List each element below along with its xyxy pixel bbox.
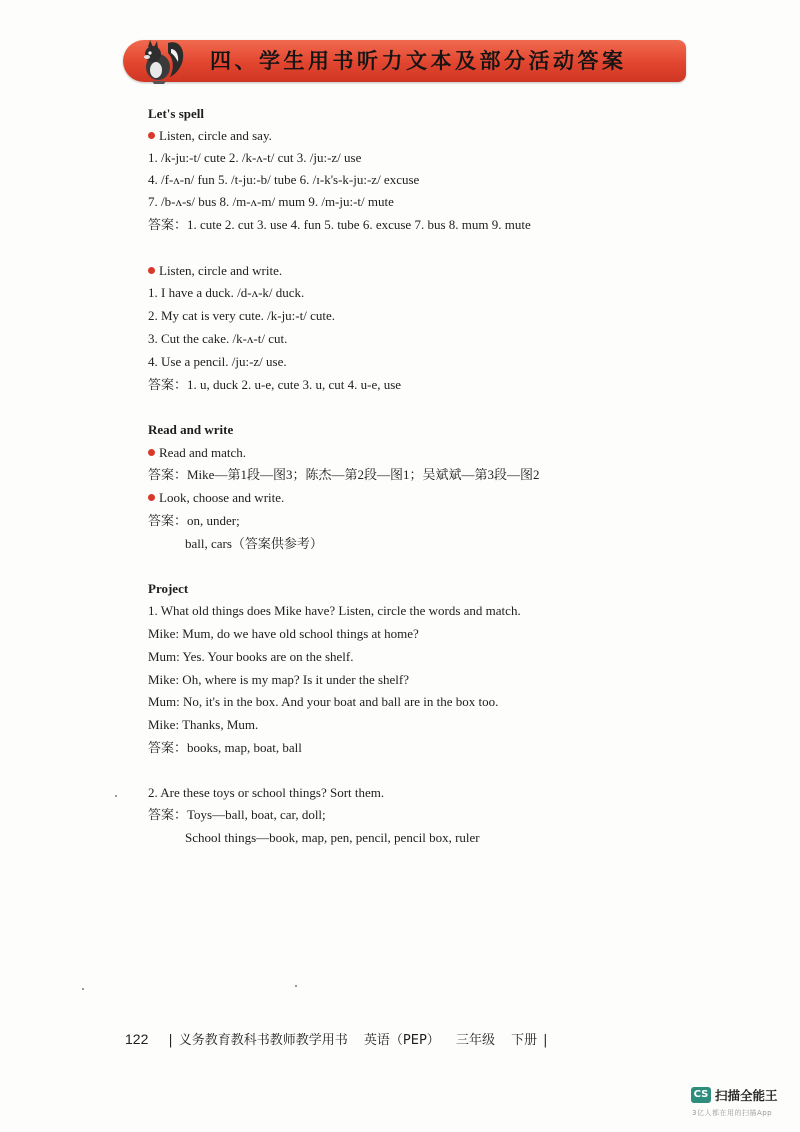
phonics-row-1: 1. /k-ju:-t/ cute 2. /k-ʌ-t/ cut 3. /ju:-z/ use [148,150,362,165]
section-heading-project: Project [148,581,189,596]
page-title: 四、学生用书听力文本及部分活动答案 [210,49,627,73]
answer-project-2-line-1: 答案：Toys—ball, boat, car, doll; [148,807,326,822]
dialogue-line-5: Mike: Thanks, Mum. [148,717,259,732]
project-question-2: 2. Are these toys or school things? Sort them. [148,785,385,800]
dialogue-line-2: Mum: Yes. Your books are on the shelf. [148,649,354,664]
dialogue-line-4: Mum: No, it's in the box. And your boat and ball are in the box too. [148,694,499,709]
camscanner-logo-icon: CS [691,1087,711,1103]
instruction-listen-circle-write [148,263,282,279]
red-dot-bullet-icon [148,449,155,456]
answer-project-1: 答案：books, map, boat, ball [148,740,302,755]
section-heading-read-and-write: Read and write [148,422,234,437]
page-number: 122 [125,1031,149,1047]
answer-project-2-line-2: School things—book, map, pen, pencil, pencil box, ruler [185,830,480,845]
instruction-text: Listen, circle and write. [159,263,283,278]
phonics-row-3: 7. /b-ʌ-s/ bus 8. /m-ʌ-m/ mum 9. /m-ju:-t/ mute [148,194,394,209]
instruction-listen-circle-say [148,128,272,144]
footer-book-title: 义务教育教科书教师教学用书 [178,1033,348,1048]
section-heading-lets-spell: Let's spell [148,106,204,121]
footer-subject: 英语（PEP） [363,1033,440,1048]
scan-speck [295,985,297,987]
exercise-line-3: 3. Cut the cake. /k-ʌ-t/ cut. [148,331,288,346]
footer-divider: | [168,1033,173,1048]
exercise-line-1: 1. I have a duck. /d-ʌ-k/ duck. [148,285,305,300]
answer-look-choose-write-2: ball, cars（答案供参考） [185,536,323,551]
instruction-look-choose-write [148,490,284,506]
footer-volume: 下册 [511,1033,538,1048]
instruction-read-and-match [148,445,246,461]
answer-read-and-match: 答案：Mike—第1段—图3；陈杰—第2段—图1；吴斌斌—第3段—图2 [148,467,540,482]
footer-grade: 三年级 [455,1033,495,1048]
instruction-text: Read and match. [159,445,246,460]
scan-speck [82,988,84,990]
watermark-tagline: 3亿人都在用的扫描App [692,1109,773,1117]
exercise-line-2: 2. My cat is very cute. /k-ju:-t/ cute. [148,308,336,323]
scan-speck [115,795,117,797]
project-question-1: 1. What old things does Mike have? Listen, circle the words and match. [148,603,521,618]
answer-listen-circle-say: 答案：1. cute 2. cut 3. use 4. fun 5. tube 6. excuse 7. bus 8. mum 9. mute [148,217,531,232]
page-footer [125,1029,554,1048]
answer-listen-circle-write: 答案：1. u, duck 2. u-e, cute 3. u, cut 4. u-e, use [148,377,402,392]
answer-look-choose-write-1: 答案：on, under; [148,513,240,528]
red-dot-bullet-icon [148,267,155,274]
phonics-row-2: 4. /f-ʌ-n/ fun 5. /t-ju:-b/ tube 6. /ɪ-k's-k-ju:-z/ excuse [148,172,420,187]
dialogue-line-1: Mike: Mum, do we have old school things at home? [148,626,419,641]
instruction-text: Look, choose and write. [159,490,285,505]
watermark-app-name: 扫描全能王 [715,1088,778,1103]
red-dot-bullet-icon [148,494,155,501]
dialogue-line-3: Mike: Oh, where is my map? Is it under the shelf? [148,672,410,687]
instruction-text: Listen, circle and say. [159,128,272,143]
red-dot-bullet-icon [148,132,155,139]
exercise-line-4: 4. Use a pencil. /ju:-z/ use. [148,354,287,369]
footer-divider: | [543,1033,548,1048]
squirrel-icon [138,37,188,85]
